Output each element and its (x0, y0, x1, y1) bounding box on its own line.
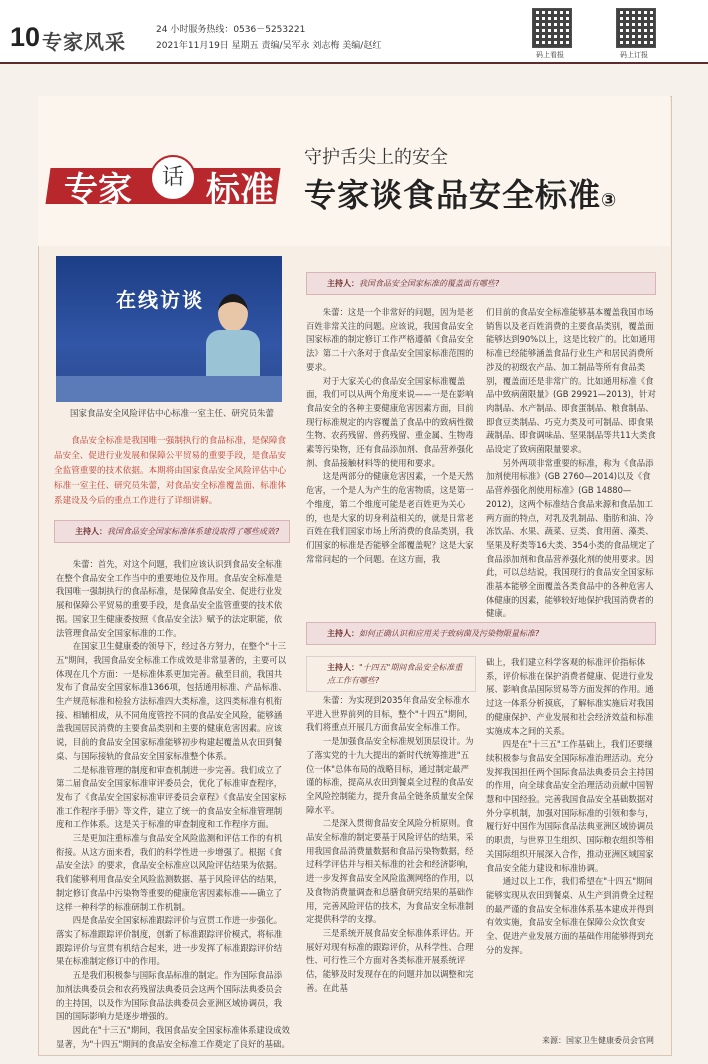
article-intro: 食品安全标准是我国唯一强制执行的食品标准，是保障食品安全、促进行业发展和保障公平贸易的重要手段，是食品安全监管重要的技术依据。本期将由国家食品安全风险评估中心标准一室主任、研究员朱蕾，对食品安全标准覆盖面、标准体系建设及今后的重点工作进行了详细讲解。 (54, 436, 287, 506)
qr-code-subscribe[interactable] (616, 8, 656, 48)
page-number: 10 (10, 22, 41, 52)
interview-photo (56, 256, 282, 402)
logo-text-standard: 标准 (206, 170, 274, 210)
question-3: 主持人：如何正确认识和应用关于致病菌及污染物限量标准? (306, 622, 656, 645)
qr-label-read: 码上看报 (536, 51, 564, 59)
logo-text-talk: 话 (150, 155, 196, 201)
qr-code-read[interactable] (532, 8, 572, 48)
answer-2-column-mid: 朱蕾：这是一个非常好的问题，因为是老百姓非常关注的问题。应该说，我国食品安全国家标准的制定修订工作严格遵循《食品安全法》第二十六条对于食品安全国家标准范围的要求。 对于大家关心的食品安全国家标准覆盖面，我们可以从两个角度来说——一是在影响食品安全的各种主要健康危害因素方面，目前现行标准规定的内容覆盖了食品中的致病性微生物、农药残留、兽药残留、重金属、生物毒素等污染物，还有食品添加剂、食品营养强化剂、食品接触材料等的使用和要求。 这是两部分的健康危害因素，一个是天然危害，一个是人为产生的危害物质，这是第一个维度，第二个维度可能是老百姓更为关心的，也是大家的切身利益相关的，就是日常老百姓在我们国家市场上所消费的食品类别，我们国家的标准是否能够全部覆盖呢？这是大家常常问起的一个问题。在这方面，我 (306, 307, 474, 564)
answer-2-column-right: 们目前的食品安全标准能够基本覆盖我国市场销售以及老百姓消费的主要食品类别，覆盖面能够达到90%以上，这是比较广的。比如通用标准已经能够涵盖食品行业生产和居民消费所涉及的初级农产品、加工制品等所有食品类别，覆盖面还是非常广的。比如通用标准《食品中致病菌限量》(GB 29921—2013)，针对肉制品、水产制品、即食蛋制品、粮食制品、即食豆类制品、巧克力类及可可制品、即食果蔬制品、即食调味品、坚果制品等共11大类食品设定了致病菌限量要求。 另外两项非常重要的标准，称为《食品添加剂使用标准》(GB 2760—2014)以及《食品营养强化剂使用标准》(GB 14880—2012)，这两个标准结合食品来源和食品加工两方面的特点，对乳及乳制品、脂肪和油、冷冻饮品、水果、蔬菜、豆类、食用菌、藻类、坚果及籽类等16大类、354小类的食品规定了食品添加剂和食品营养强化剂的使用要求。因此，可以总结说，我国现行的食品安全国家标准基本能够全面覆盖各类食品中的各种危害人体健康的因素，能够较好地保护我国消费者的健康。 (486, 307, 656, 619)
question-4: 主持人："十四五"期间食品安全标准重点工作有哪些? (306, 656, 476, 692)
question-2: 主持人：我国食品安全国家标准的覆盖面有哪些? (306, 272, 656, 295)
article-source: 来源：国家卫生健康委员会官网 (542, 1036, 654, 1045)
hotline: 24 小时服务热线：0536－5253221 (156, 25, 306, 35)
article-subtitle: 守护舌尖上的安全 (304, 147, 448, 168)
date-editors: 2021年11月19日 星期五 责编/吴军永 刘志梅 美编/赵红 (156, 41, 382, 51)
logo-text-expert: 专家 (64, 170, 132, 210)
question-1: 主持人：我国食品安全国家标准体系建设取得了哪些成效? (54, 520, 290, 543)
photo-caption: 国家食品安全风险评估中心标准一室主任、研究员朱蕾 (69, 409, 274, 419)
column-logo (48, 150, 278, 220)
article-title: 专家谈食品安全标准③ (304, 176, 618, 214)
answer-4-column-mid: 朱蕾：为实现到2035年食品安全标准水平进入世界前列的目标，整个"十四五"期间，我们将重点开展几方面食品安全标准工作。 一是加强食品安全标准规划顶层设计。为了落实党的十九大提出的新时代统筹推进"五位一体"总体布局的战略目标，通过制定最严谨的标准，提高从农田到餐桌全过程的食品安全风险控制能力，提升食品全链条质量安全保障水平。 二是深入贯彻食品安全风险分析原则。食品安全标准的制定要基于风险评估的结果，采用我国食品消费量数据和食品污染物数据，经过科学评估并与相关标准的社会和经济影响，进一步发挥食品安全风险监测网络的作用，以及食物消费量调查和总膳食研究结果的基础作用，完善风险评估的技术，为食品安全标准制定提供科学的支撑。 三是系统开展食品安全标准体系评估。开展好对现有标准的跟踪评价，从科学性、合理性、可行性三个方面对各类标准开展系统评估，能够及时发现存在的问题并加以调整和完善。在此基 (306, 695, 474, 993)
answer-1-column: 朱蕾：首先，对这个问题，我们应该认识到食品安全标准在整个食品安全工作当中的重要地位及作用。食品安全标准是我国唯一强制执行的食品标准，是保障食品安全、促进行业发展和保障公平贸易的重要手段，是食品安全监管重要的技术依据。国家卫生健康委按照《食品安全法》赋予的法定职能，依法管理食品安全国家标准的工作。 在国家卫生健康委的领导下，经过各方努力，在整个"十三五"期间，我国食品安全标准工作成效是非常显著的，主要可以体现在几个方面：一是标准体系更加完善。截至目前，我国共发布了食品安全国家标准1366项，包括通用标准、产品标准、生产规范标准和检验方法标准四大类标准，这四类标准有机衔接、相辅相成，从不同角度管控不同的食品安全风险，能够涵盖我国居民消费的主要食品类别和主要的健康危害因素。应该说，目前的食品安全国家标准能够初步构建起覆盖从农田到餐桌、与国际接轨的食品安全国家标准整个体系。 二是标准管理的制度和审查机制进一步完善。我们成立了第二届食品安全国家标准审评委员会，优化了标准审查程序，发布了《食品安全国家标准审评委员会章程》《食品安全国家标准工作程序手册》等文件，建立了统一的食品安全标准管理制度和工作体系。这是关于标准的审查制度和工作程序方面。 三是更加注重标准与食品安全风险监测和评估工作的有机衔接。从这方面来看，我们的科学性进一步增强了。根据《食品安全法》的要求，食品安全标准应以风险评估结果为依据。我们能够利用食品安全风险监测数据、基于风险评估的结果，制定修订食品中污染物等重要的健康危害因素标准——确立了这样一种科学的标准研制工作机制。 四是食品安全国家标准跟踪评价与宣贯工作进一步强化。落实了标准跟踪评价制度，创新了标准跟踪评价模式，将标准跟踪评价与宣贯有机结合起来，进一步发挥了标准跟踪评价结果在标准制定修订中的作用。 五是我们积极参与国际食品标准的制定。作为国际食品添加剂法典委员会和农药残留法典委员会这两个国际法典委员会的主持国，以及作为国际食品法典委员会亚洲区域协调员，我国的国际影响力是逐步增强的。 因此在"十三五"期间，我国食品安全国家标准体系建设成效显著，为"十四五"期间的食品安全标准工作奠定了良好的基础。 (56, 559, 290, 1049)
section-title: 专家风采 (42, 30, 126, 54)
page-header (0, 0, 708, 64)
photo-banner-text: 在线访谈 (116, 288, 204, 312)
answer-4-column-right: 础上，我们建立科学客观的标准评价指标体系，评价标准在保护消费者健康、促进行业发展、影响食品国际贸易等方面发挥的作用。通过这一体系分析摸底，了解标准实施后对我国的健康保护、产业发展和社会经济效益和标准实施成本之间的关系。 四是在"十三五"工作基础上，我们还要继续积极参与食品安全国际标准治理活动。充分发挥我国担任两个国际食品法典委员会主持国的作用，向全球食品安全治理活动贡献中国智慧和中国经验。完善我国食品安全基础数据对外分享机制，加强对国际标准的引领和参与，履行好中国作为国际食品法典亚洲区域协调员的职责，与世界卫生组织、国际粮农组织等相关国际组织开展深入合作，推动亚洲区域国家食品安全能力建设和标准协调。 通过以上工作，我们希望在"十四五"期间能够实现从农田到餐桌、从生产到消费全过程的最严谨的食品安全标准体系基本建成并得到有效实施，食品安全标准在保障公众饮食安全、促进产业发展方面的基础作用能够得到充分的发挥。 (486, 657, 654, 955)
qr-label-subscribe: 码上订报 (620, 51, 648, 59)
